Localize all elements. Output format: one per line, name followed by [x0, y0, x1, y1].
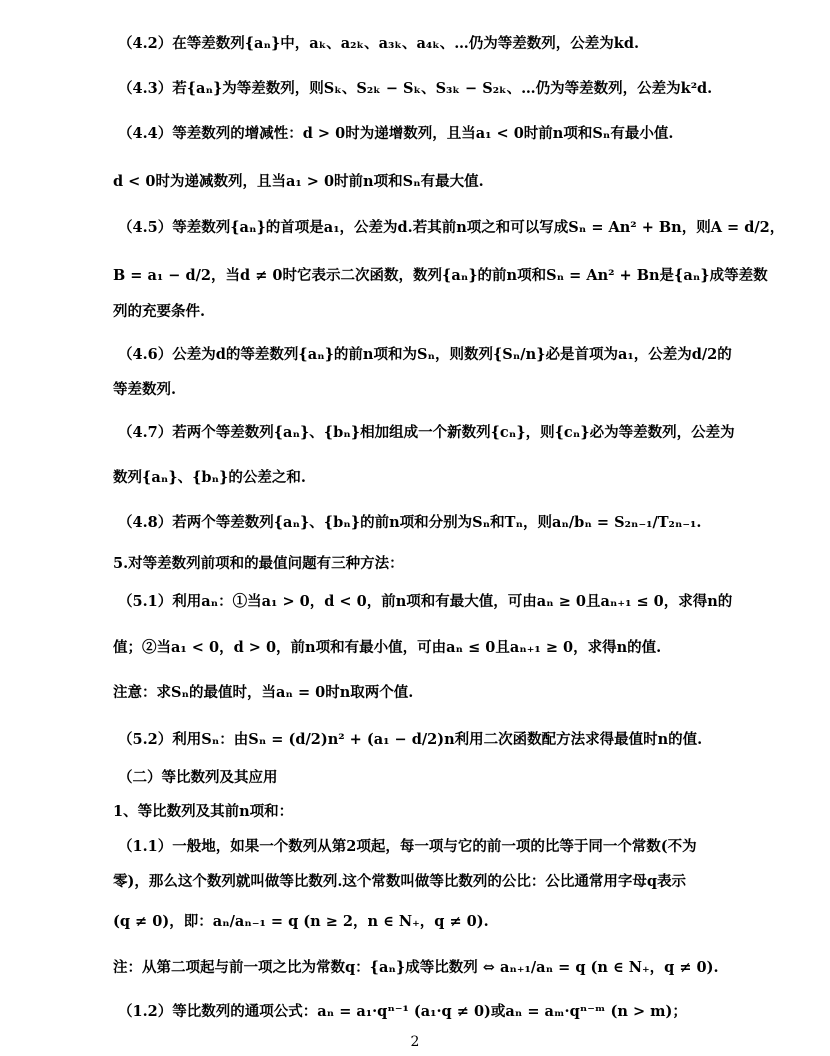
text-line: （4.5）等差数列{aₙ}的首项是a₁，公差为d.若其前n项之和可以写成Sₙ = An² + Bn，则A = d/2， [118, 219, 785, 236]
text-line: （4.4）等差数列的增减性：d > 0时为递增数列，且当a₁ < 0时前n项和Sₙ有最小值. [118, 125, 674, 142]
page-number: 2 [410, 1034, 420, 1050]
text-line: 注：从第二项起与前一项之比为常数q：{aₙ}成等比数列 ⇔ aₙ₊₁/aₙ = q (n ∈ N₊，q ≠ 0). [113, 959, 719, 976]
text-line: （1.1）一般地，如果一个数列从第2项起，每一项与它的前一项的比等于同一个常数(不为 [118, 838, 697, 855]
text-line: （5.1）利用aₙ：①当a₁ > 0，d < 0，前n项和有最大值，可由aₙ ≥ 0且aₙ₊₁ ≤ 0，求得n的 [118, 593, 733, 610]
section-heading: （二）等比数列及其应用 [118, 769, 278, 786]
text-line: 列的充要条件. [113, 303, 206, 320]
section-heading: 5.对等差数列前项和的最值问题有三种方法： [113, 555, 404, 572]
text-line: （4.6）公差为d的等差数列{aₙ}的前n项和为Sₙ，则数列{Sₙ/n}必是首项为a₁，公差为d/2的 [118, 346, 732, 363]
text-line: 等差数列. [113, 381, 177, 398]
text-line: （1.2）等比数列的通项公式：aₙ = a₁·qⁿ⁻¹ (a₁·q ≠ 0)或aₙ = aₘ·qⁿ⁻ᵐ (n > m)； [118, 1003, 687, 1020]
text-line: 零)，那么这个数列就叫做等比数列.这个常数叫做等比数列的公比：公比通常用字母q表示 [113, 873, 687, 890]
text-line: 数列{aₙ}、{bₙ}的公差之和. [113, 469, 306, 486]
section-heading: 1、等比数列及其前n项和： [113, 803, 294, 820]
text-line: 值；②当a₁ < 0，d > 0，前n项和有最小值，可由aₙ ≤ 0且aₙ₊₁ ≥ 0，求得n的值. [113, 639, 662, 656]
text-line: （4.3）若{aₙ}为等差数列，则Sₖ、S₂ₖ − Sₖ、S₃ₖ − S₂ₖ、…仍为等差数列，公差为k²d. [118, 80, 713, 97]
text-line: 注意：求Sₙ的最值时，当aₙ = 0时n取两个值. [113, 684, 414, 701]
text-line: （5.2）利用Sₙ：由Sₙ = (d/2)n² + (a₁ − d/2)n利用二次函数配方法求得最值时n的值. [118, 731, 703, 748]
text-line: （4.7）若两个等差数列{aₙ}、{bₙ}相加组成一个新数列{cₙ}，则{cₙ}必为等差数列，公差为 [118, 424, 735, 441]
text-line: （4.2）在等差数列{aₙ}中，aₖ、a₂ₖ、a₃ₖ、a₄ₖ、…仍为等差数列，公差为kd. [118, 35, 640, 52]
text-line: （4.8）若两个等差数列{aₙ}、{bₙ}的前n项和分别为Sₙ和Tₙ，则aₙ/bₙ = S₂ₙ₋₁/T₂ₙ₋₁. [118, 514, 702, 531]
text-line: d < 0时为递减数列，且当a₁ > 0时前n项和Sₙ有最大值. [113, 173, 484, 190]
text-line: (q ≠ 0)，即：aₙ/aₙ₋₁ = q (n ≥ 2，n ∈ N₊，q ≠ 0). [113, 913, 489, 930]
text-line: B = a₁ − d/2，当d ≠ 0时它表示二次函数，数列{aₙ}的前n项和Sₙ = An² + Bn是{aₙ}成等差数 [113, 267, 768, 284]
